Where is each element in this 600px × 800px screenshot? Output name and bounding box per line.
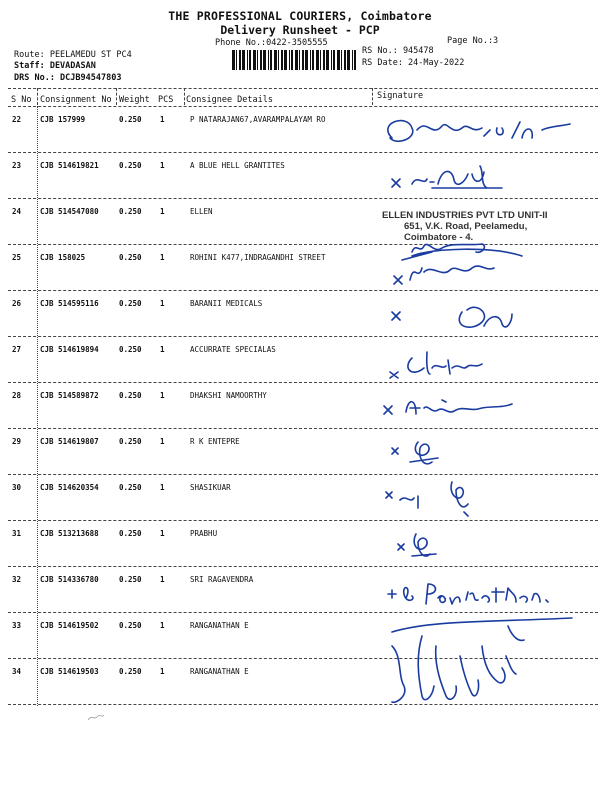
column-divider [37,88,38,105]
row-sno: 24 [12,207,22,216]
row-weight: 0.250 [119,529,142,538]
phone-number: Phone No.:0422-3505555 [215,38,328,48]
row-weight: 0.250 [119,483,142,492]
row-consignment-no: CJB 514336780 [40,575,99,584]
row-consignee: PRABHU [190,529,218,538]
barcode-bar [247,50,248,70]
row-weight: 0.250 [119,391,142,400]
barcode-bar [253,50,256,70]
row-pcs: 1 [160,529,165,538]
barcode-bar [299,50,300,70]
row-pcs: 1 [160,391,165,400]
signature-row-30 [372,478,598,524]
barcode-bar [341,50,342,70]
barcode-bar [274,50,277,70]
row-sno: 28 [12,391,22,400]
row-consignment-no: CJB 514620354 [40,483,99,492]
barcode-bar [260,50,262,70]
header-sno: S No [11,95,32,105]
header-weight: Weight [119,95,150,105]
row-consignee: A BLUE HELL GRANTITES [190,161,285,170]
row-pcs: 1 [160,437,165,446]
barcode-bar [352,50,353,70]
row-pcs: 1 [160,621,165,630]
company-title: THE PROFESSIONAL COURIERS, Coimbatore [168,9,432,23]
row-sno: 23 [12,161,22,170]
barcode-bar [354,50,356,70]
barcode-bar [281,50,283,70]
column-divider [184,88,185,105]
column-divider [37,106,38,706]
drs-number: DRS No.: DCJB94547803 [14,73,122,83]
header-consignment: Consignment No [40,95,112,105]
barcode-icon [232,50,360,70]
row-sno: 27 [12,345,22,354]
barcode-bar [232,50,235,70]
row-weight: 0.250 [119,207,142,216]
barcode-bar [263,50,266,70]
barcode-bar [323,50,325,70]
page-number: Page No.:3 [447,36,499,46]
barcode-bar [312,50,314,70]
row-consignment-no: CJB 514595116 [40,299,99,308]
row-consignee: RANGANATHAN E [190,667,249,676]
row-consignee: ACCURRATE SPECIALAS [190,345,276,354]
row-pcs: 1 [160,667,165,676]
table-divider [8,106,598,107]
row-pcs: 1 [160,253,165,262]
row-consignment-no: CJB 514619503 [40,667,99,676]
row-sno: 29 [12,437,22,446]
barcode-bar [331,50,332,70]
row-consignee: DHAKSHI NAMOORTHY [190,391,267,400]
table-divider [8,88,598,89]
row-sno: 31 [12,529,22,538]
barcode-bar [310,50,311,70]
barcode-bar [344,50,346,70]
barcode-bar [302,50,304,70]
barcode-bar [333,50,335,70]
barcode-bar [316,50,319,70]
signature-row-24 [372,236,598,266]
header-pcs: PCS [158,95,174,105]
barcode-bar [337,50,340,70]
row-sno: 25 [12,253,22,262]
runsheet-title: Delivery Runsheet - PCP [220,23,380,37]
barcode-bar [239,50,241,70]
row-weight: 0.250 [119,253,142,262]
row-consignment-no: CJB 158025 [40,253,86,262]
barcode-bar [347,50,350,70]
row-pcs: 1 [160,115,165,124]
row-sno: 22 [12,115,22,124]
row-sno: 26 [12,299,22,308]
row-consignee: ELLEN [190,207,213,216]
barcode-bar [295,50,298,70]
stamp-line-2: 651, V.K. Road, Peelamedu, [404,221,528,232]
stray-mark [86,712,106,722]
barcode-bar [284,50,287,70]
row-consignee: RANGANATHAN E [190,621,249,630]
row-consignment-no: CJB 514619894 [40,345,99,354]
row-pcs: 1 [160,483,165,492]
row-consignee: SRI RAGAVENDRA [190,575,254,584]
row-weight: 0.250 [119,575,142,584]
header-signature: Signature [377,91,424,101]
row-weight: 0.250 [119,345,142,354]
barcode-bar [257,50,258,70]
row-sno: 34 [12,667,22,676]
barcode-bar [236,50,237,70]
row-consignee: ROHINI K477,INDRAGANDHI STREET [190,253,326,262]
row-consignment-no: CJB 514619807 [40,437,99,446]
row-pcs: 1 [160,207,165,216]
row-consignee: BARANII MEDICALS [190,299,263,308]
rs-date: RS Date: 24-May-2022 [362,58,465,68]
row-consignee: R K ENTEPRE [190,437,240,446]
column-divider [372,88,373,105]
row-sno: 33 [12,621,22,630]
row-weight: 0.250 [119,115,142,124]
row-weight: 0.250 [119,299,142,308]
barcode-bar [320,50,321,70]
row-weight: 0.250 [119,437,142,446]
row-consignment-no: CJB 513213688 [40,529,99,538]
signature-row-31 [372,524,598,570]
header-consignee: Consignee Details [186,95,273,105]
row-consignment-no: CJB 157999 [40,115,86,124]
signature-row-33-34 [372,616,598,708]
row-sno: 32 [12,575,22,584]
row-weight: 0.250 [119,161,142,170]
row-consignment-no: CJB 514619821 [40,161,99,170]
row-weight: 0.250 [119,667,142,676]
row-consignment-no: CJB 514619502 [40,621,99,630]
barcode-bar [278,50,279,70]
barcode-bar [242,50,245,70]
signature-row-32 [372,570,598,616]
row-consignee: SHASIKUAR [190,483,231,492]
row-pcs: 1 [160,161,165,170]
barcode-bar [305,50,308,70]
row-consignment-no: CJB 514589872 [40,391,99,400]
route-label: Route: PEELAMEDU ST PC4 [14,50,132,60]
signature-row-23 [372,154,598,200]
staff-label: Staff: DEVADASAN [14,61,96,71]
stamp-line-1: ELLEN INDUSTRIES PVT LTD UNIT-II [382,210,548,221]
signature-row-28 [372,386,598,432]
stamp-line-3: Coimbatore - 4. [404,232,474,243]
row-pcs: 1 [160,299,165,308]
signature-row-22 [372,108,598,154]
row-sno: 30 [12,483,22,492]
row-pcs: 1 [160,575,165,584]
row-consignee: P NATARAJAN67,AVARAMPALAYAM RO [190,115,326,124]
row-weight: 0.250 [119,621,142,630]
barcode-bar [270,50,272,70]
column-divider [116,88,117,105]
signature-row-27 [372,338,598,386]
row-consignment-no: CJB 514547080 [40,207,99,216]
signature-row-29 [372,432,598,478]
row-pcs: 1 [160,345,165,354]
barcode-bar [291,50,293,70]
barcode-bar [326,50,329,70]
barcode-bar [249,50,251,70]
barcode-bar [289,50,290,70]
barcode-bar [268,50,269,70]
rs-number: RS No.: 945478 [362,46,434,56]
signature-row-26 [372,292,598,338]
